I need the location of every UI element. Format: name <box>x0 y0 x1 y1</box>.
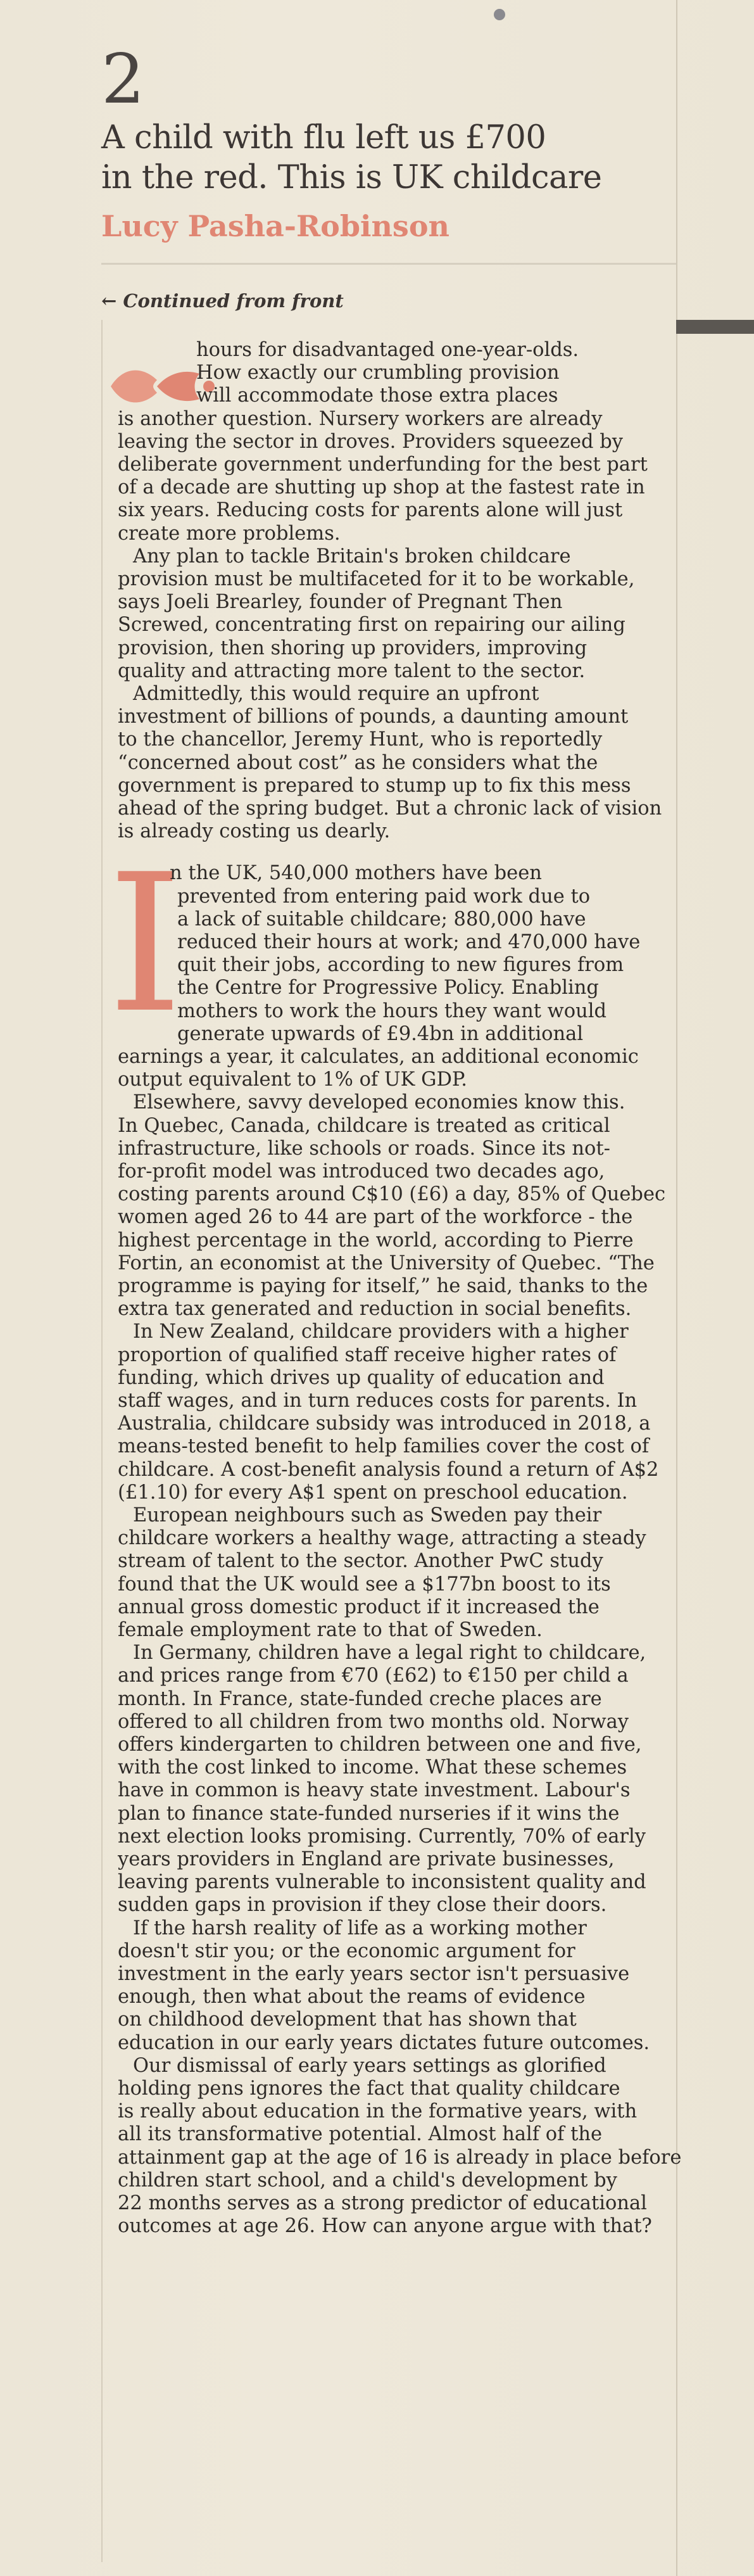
article-line: (£1.10) for every A$1 spent on preschool education. <box>118 1481 628 1504</box>
article-line: on childhood development that has shown that <box>118 2008 577 2031</box>
article-line: leaving parents vulnerable to inconsistent quality and <box>118 1871 646 1894</box>
article-line: annual gross domestic product if it increased the <box>118 1596 600 1618</box>
article-line: doesn't stir you; or the economic argument for <box>118 1939 575 1962</box>
article-line: n the UK, 540,000 mothers have been <box>170 862 542 885</box>
article-line: and prices range from €70 (£62) to €150 per child a <box>118 1665 629 1687</box>
article-line: means-tested benefit to help families cover the cost of <box>118 1435 650 1458</box>
article-line: highest percentage in the world, according to Pierre <box>118 1229 634 1252</box>
article-line: next election looks promising. Currently, 70% of early <box>118 1825 646 1848</box>
column-divider-right <box>676 0 677 2576</box>
article-line: proportion of qualified staff receive higher rates of <box>118 1343 617 1366</box>
page-number: 2 <box>101 40 145 119</box>
article-line: ahead of the spring budget. But a chronic lack of vision <box>118 797 662 820</box>
article-line: If the harsh reality of life as a working mother <box>133 1917 587 1939</box>
continued-from-front: ← Continued from front <box>101 290 344 312</box>
article-line: says Joeli Brearley, founder of Pregnant Then <box>118 591 563 614</box>
column-divider-left <box>101 320 103 2562</box>
article-line: Australia, childcare subsidy was introduced in 2018, a <box>118 1412 651 1435</box>
article-line: all its transformative potential. Almost half of the <box>118 2123 603 2146</box>
article-line: prevented from entering paid work due to <box>177 885 591 908</box>
article-line: female employment rate to that of Sweden. <box>118 1619 543 1641</box>
article-line: childcare. A cost-benefit analysis found a return of A$2 <box>118 1458 659 1481</box>
article-line: outcomes at age 26. How can anyone argue with that? <box>118 2215 652 2238</box>
article-line: attainment gap at the age of 16 is already in place before <box>118 2146 682 2169</box>
article-line: women aged 26 to 44 are part of the workforce - the <box>118 1206 633 1229</box>
article-line: In Quebec, Canada, childcare is treated as critical <box>118 1114 610 1137</box>
article-line: create more problems. <box>118 522 341 545</box>
article-line: children start school, and a child's development by <box>118 2169 617 2192</box>
article-line: generate upwards of £9.4bn in additional <box>177 1022 584 1045</box>
article-line: infrastructure, like schools or roads. Since its not- <box>118 1137 610 1160</box>
article-line: costing parents around C$10 (£6) a day, 85% of Quebec <box>118 1183 666 1206</box>
article-line: funding, which drives up quality of education and <box>118 1366 605 1389</box>
article-line: offered to all children from two months old. Norway <box>118 1710 629 1733</box>
article-line: investment of billions of pounds, a daunting amount <box>118 706 629 728</box>
article-line: childcare workers a healthy wage, attracting a steady <box>118 1527 646 1550</box>
article-line: is another question. Nursery workers are already <box>118 407 603 430</box>
article-line: Screwed, concentrating first on repairing our ailing <box>118 614 625 637</box>
article-line: Our dismissal of early years settings as glorified <box>133 2054 606 2077</box>
article-line: hours for disadvantaged one-year-olds. <box>196 339 579 361</box>
byline: Lucy Pasha-Robinson <box>101 209 449 243</box>
article-line: reduced their hours at work; and 470,000 have <box>177 931 641 953</box>
article-line: Any plan to tackle Britain's broken childcare <box>133 545 571 568</box>
article-line: enough, then what about the reams of evidence <box>118 1986 586 2008</box>
article-line: provision, then shoring up providers, improving <box>118 637 587 659</box>
article-line: earnings a year, it calculates, an additional economic <box>118 1046 639 1068</box>
article-line: a lack of suitable childcare; 880,000 have <box>177 908 586 930</box>
article-line: six years. Reducing costs for parents alone will just <box>118 499 623 522</box>
article-line: staff wages, and in turn reduces costs for parents. In <box>118 1390 638 1412</box>
headline-rule <box>101 263 676 265</box>
article-line: leaving the sector in droves. Providers squeezed by <box>118 430 624 453</box>
article-line: the Centre for Progressive Policy. Enabling <box>177 977 599 999</box>
article-line: In New Zealand, childcare providers with a higher <box>133 1321 629 1343</box>
article-line: quit their jobs, according to new figures from <box>177 954 624 977</box>
article-line: In Germany, children have a legal right to childcare, <box>133 1642 646 1665</box>
headline-line-1: A child with flu left us £700 <box>101 119 546 156</box>
article-line: offers kindergarten to children between one and five, <box>118 1734 642 1756</box>
article-line: government is prepared to stump up to fix this mess <box>118 774 631 797</box>
article-line: 22 months serves as a strong predictor of educational <box>118 2192 647 2214</box>
article-line: will accommodate those extra places <box>196 384 558 407</box>
drop-cap: I <box>108 834 183 1055</box>
article-line: for-profit model was introduced two decades ago, <box>118 1160 605 1183</box>
article-line: deliberate government underfunding for the best part <box>118 454 648 476</box>
article-line: plan to finance state-funded nurseries if it wins the <box>118 1802 620 1825</box>
article-line: month. In France, state-funded creche places are <box>118 1687 602 1710</box>
article-line: found that the UK would see a $177bn boost to its <box>118 1573 611 1596</box>
article-line: Elsewhere, savvy developed economies know this. <box>133 1091 625 1114</box>
article-line: “concerned about cost” as he considers what the <box>118 751 598 774</box>
article-line: stream of talent to the sector. Another PwC study <box>118 1550 603 1573</box>
article-line: mothers to work the hours they want would <box>177 999 607 1022</box>
article-line: provision must be multifaceted for it to be workable, <box>118 568 635 590</box>
headline <box>101 118 671 198</box>
article-line: holding pens ignores the fact that quality childcare <box>118 2078 620 2100</box>
article-line: is already costing us dearly. <box>118 820 391 843</box>
article-line: How exactly our crumbling provision <box>196 362 560 384</box>
article-line: Admittedly, this would require an upfront <box>133 683 539 705</box>
article-line: Fortin, an economist at the University of Quebec. “The <box>118 1252 655 1274</box>
article-line: education in our early years dictates future outcomes. <box>118 2031 650 2054</box>
article-line: sudden gaps in provision if they close their doors. <box>118 1894 607 1917</box>
headline-line-2: in the red. This is UK childcare <box>101 159 602 196</box>
article-line: is really about education in the formative years, with <box>118 2100 638 2123</box>
article-line: with the cost linked to income. What these schemes <box>118 1756 627 1779</box>
article-line: programme is paying for itself,” he said, thanks to the <box>118 1275 648 1297</box>
article-line: extra tax generated and reduction in social benefits. <box>118 1298 632 1321</box>
article-line: quality and attracting more talent to the sector. <box>118 659 586 682</box>
article-line: output equivalent to 1% of UK GDP. <box>118 1069 467 1091</box>
punch-hole <box>494 9 505 20</box>
article-line: European neighbours such as Sweden pay their <box>133 1504 602 1526</box>
article-line: investment in the early years sector isn't persuasive <box>118 1963 630 1985</box>
article-line: to the chancellor, Jeremy Hunt, who is reportedly <box>118 728 603 751</box>
article-line: years providers in England are private businesses, <box>118 1848 615 1870</box>
article-line: of a decade are shutting up shop at the fastest rate in <box>118 476 645 499</box>
section-bar <box>676 320 754 334</box>
article-line: have in common is heavy state investment. Labour's <box>118 1779 631 1802</box>
